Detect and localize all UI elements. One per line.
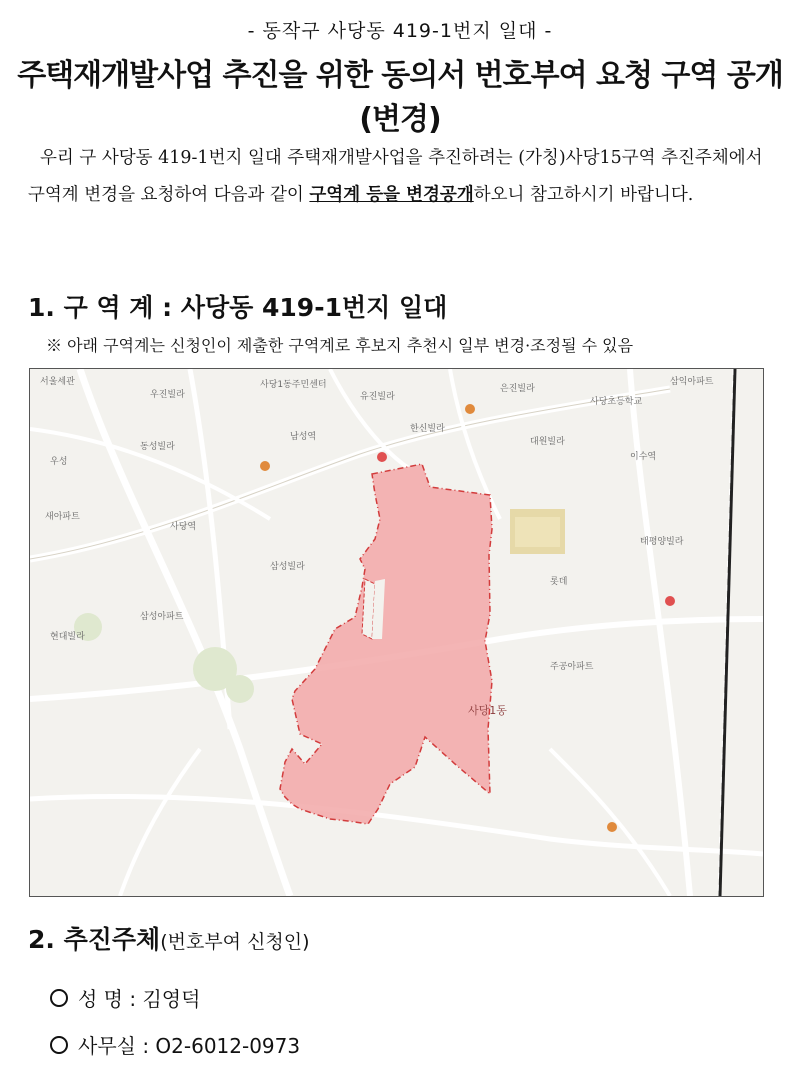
document-subtitle: - 동작구 사당동 419-1번지 일대 - xyxy=(247,20,553,42)
document-title: 주택재개발사업 추진을 위한 동의서 번호부여 요청 구역 공개(변경) xyxy=(17,58,783,137)
map-place-label: 새아파트 xyxy=(45,512,80,522)
map-block xyxy=(515,517,560,547)
map-place-label: 주공아파트 xyxy=(550,662,594,672)
map-poi xyxy=(260,461,270,471)
intro-emphasis: 구역계 등을 변경공개 xyxy=(309,185,474,205)
intro-paragraph xyxy=(28,140,778,214)
intro-text-part2: 하오니 참고하시기 바랍니다. xyxy=(473,185,694,205)
area-label: 사당1동 xyxy=(468,704,507,717)
map-place-label: 이수역 xyxy=(630,452,657,462)
circle-bullet-icon xyxy=(50,1036,68,1054)
map-place-label: 삼성아파트 xyxy=(140,612,184,622)
section1-note: ※ 아래 구역계는 신청인이 제출한 구역계로 후보지 추천시 일부 변경·조정될 수 있음 xyxy=(46,336,634,355)
intro-text-part1: 우리 구 사당동 419-1번지 일대 주택재개발사업을 추진하려는 (가칭)사당15구역 추진주체에서 구역계 변경을 요청하여 다음과 같이 xyxy=(28,148,763,205)
office-phone-item xyxy=(50,1030,300,1059)
map-place-label: 태평양빌라 xyxy=(640,537,684,547)
map-canvas xyxy=(30,369,763,896)
office-phone: 사무실 : O2-6012-0973 xyxy=(78,1034,301,1058)
map-place-label: 삼성빌라 xyxy=(270,562,305,572)
map-place-label: 롯데 xyxy=(550,577,568,587)
map-poi xyxy=(465,404,475,414)
map-poi xyxy=(377,452,387,462)
area-map xyxy=(29,368,764,897)
map-place-label: 삼익아파트 xyxy=(670,377,714,387)
section1-heading: 1. 구 역 계 : 사당동 419-1번지 일대 xyxy=(28,293,448,322)
section2-paren: (번호부여 신청인) xyxy=(160,931,310,953)
map-place-label: 은진빌라 xyxy=(500,384,535,394)
map-place-label: 사당초등학교 xyxy=(590,397,643,407)
map-place-label: 대원빌라 xyxy=(530,437,565,447)
section2-title: 2. 추진주체 xyxy=(28,925,161,954)
map-place-label: 한신빌라 xyxy=(410,424,445,434)
map-place-label: 우진빌라 xyxy=(150,390,185,400)
map-place-label: 유진빌라 xyxy=(360,392,395,402)
circle-bullet-icon xyxy=(50,989,68,1007)
applicant-name-item xyxy=(50,983,200,1012)
map-poi xyxy=(607,822,617,832)
map-place-label: 동성빌라 xyxy=(140,442,175,452)
map-park xyxy=(226,675,254,703)
map-place-label: 남성역 xyxy=(290,432,317,442)
map-place-label: 서울세관 xyxy=(40,377,75,387)
map-place-label: 사당역 xyxy=(170,522,197,532)
map-place-label: 우성 xyxy=(50,457,68,467)
applicant-name: 성 명 : 김영덕 xyxy=(78,987,201,1011)
map-poi xyxy=(665,596,675,606)
section2-heading xyxy=(28,920,310,956)
map-place-label: 사당1동주민센터 xyxy=(260,380,327,390)
map-place-label: 현대빌라 xyxy=(50,632,85,642)
